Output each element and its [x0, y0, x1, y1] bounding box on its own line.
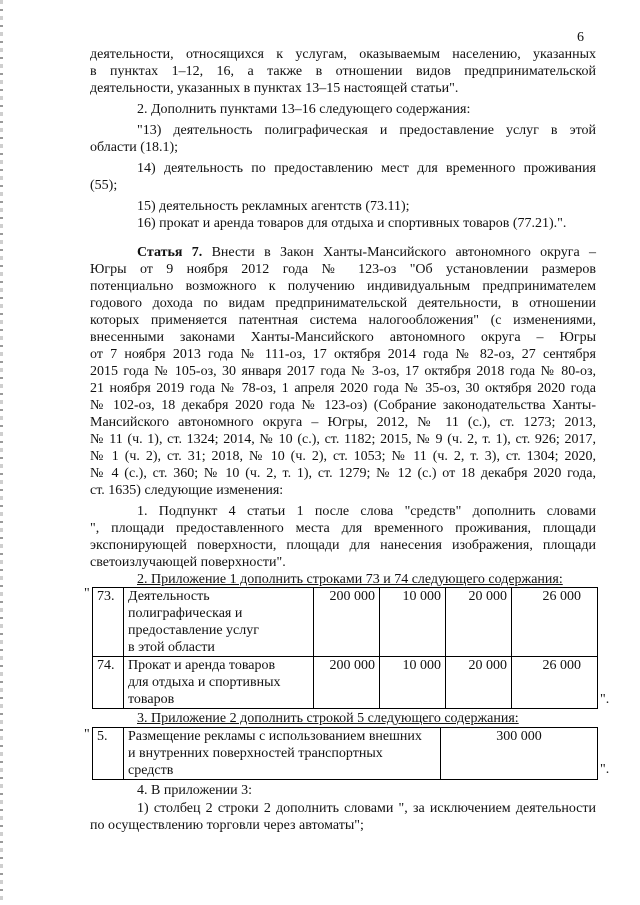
- name-line: и внутренних поверхностей транспортных: [128, 746, 383, 761]
- value-cell: 300 000: [441, 728, 598, 780]
- article-label: Статья 7.: [137, 245, 203, 260]
- article-line-10: № 102-оз, 18 декабря 2020 года № 123-оз) (Собрание законодательства Ханты-: [90, 398, 596, 413]
- item-13-line-2: области (18.1);: [90, 140, 179, 155]
- item-14-line-1: 14) деятельность по предоставлению мест для временного проживания: [137, 161, 596, 176]
- article-7-first-line: [137, 244, 596, 261]
- activity-name: [124, 728, 441, 780]
- scan-left-edge: [0, 0, 3, 905]
- name-line: предоставление услуг: [128, 623, 259, 638]
- item-14-line-2: (55);: [90, 178, 118, 193]
- amendment-4: 4. В приложении 3:: [137, 783, 253, 798]
- name-line: для отдыха и спортивных: [128, 675, 281, 690]
- intro-line-3: деятельности, указанных в пунктах 13–15 настоящей статьи".: [90, 81, 459, 96]
- intro-line-1: деятельности, относящихся к услугам, оказываемым населению, указанных: [90, 47, 596, 62]
- item-16: 16) прокат и аренда товаров для отдыха и спортивных товаров (77.21).".: [137, 216, 567, 231]
- table1-close-quote: ".: [600, 692, 610, 707]
- article-line-14: № 4 (с.), ст. 360; № 10 (ч. 2, т. 1), ст. 1279; № 12 (с.) от 18 декабря 2020 года,: [90, 466, 596, 481]
- item-13-line-1: "13) деятельность полиграфическая и предоставление услуг в этой: [137, 123, 596, 138]
- table2-open-quote: ": [84, 727, 90, 742]
- name-line: в этой области: [128, 640, 215, 655]
- value-cell: 10 000: [380, 588, 446, 657]
- value-cell: 10 000: [380, 657, 446, 709]
- amendment-3: 3. Приложение 2 дополнить строкой 5 следующего содержания:: [137, 711, 519, 726]
- row-number: 73.: [93, 588, 124, 657]
- table-appendix-1: [92, 587, 598, 709]
- paragraph-2: 2. Дополнить пунктами 13–16 следующего содержания:: [137, 102, 471, 117]
- article-line-3: потенциально возможного к получению индивидуальным предпринимателем: [90, 279, 596, 294]
- table-row: [93, 588, 598, 657]
- row-number: 5.: [93, 728, 124, 780]
- value-cell: 26 000: [512, 657, 598, 709]
- article-line-6: внесенными законами Ханты-Мансийского автономного округа – Югры: [90, 330, 596, 345]
- table1-open-quote: ": [84, 586, 90, 601]
- article-line-4: годового дохода по видам предпринимательской деятельности, в отношении: [90, 296, 596, 311]
- article-line-7: от 7 ноября 2013 года № 111-оз, 17 октября 2014 года № 82-оз, 27 сентября: [90, 347, 596, 362]
- article-line-2: Югры от 9 ноября 2012 года № 123-оз "Об установлении размеров: [90, 262, 596, 277]
- activity-name: [124, 588, 314, 657]
- row-number: 74.: [93, 657, 124, 709]
- value-cell: 200 000: [314, 657, 380, 709]
- amendment-1-line-3: экспонирующей поверхности, площади для нанесения изображения, площади: [90, 538, 596, 553]
- article-line-15: ст. 1635) следующие изменения:: [90, 483, 284, 498]
- amendment-1-line-4: светоизлучающей поверхности".: [90, 555, 286, 570]
- article-line-12: № 11 (ч. 1), ст. 1324; 2014, № 10 (с.), ст. 1182; 2015, № 9 (ч. 2, т. 1), ст. 926; 2017,: [90, 432, 596, 447]
- name-line: средств: [128, 763, 174, 778]
- name-line: товаров: [128, 692, 175, 707]
- table2-close-quote: ".: [600, 762, 610, 777]
- article-line-13: № 1 (ч. 2), ст. 31; 2018, № 10 (ч. 2), ст. 1053; № 11 (ч. 2, т. 3), ст. 1304; 2020,: [90, 449, 596, 464]
- name-line: Деятельность: [128, 589, 210, 604]
- activity-name: [124, 657, 314, 709]
- value-cell: 20 000: [446, 657, 512, 709]
- item-15: 15) деятельность рекламных агентств (73.11);: [137, 199, 410, 214]
- table-row: [93, 728, 598, 780]
- article-line-5: которых применяется патентная система налогообложения" (с изменениями,: [90, 313, 596, 328]
- article-line-1: Внести в Закон Ханты-Мансийского автономного округа –: [211, 245, 596, 260]
- amendment-4-1-line-1: 1) столбец 2 строки 2 дополнить словами ", за исключением деятельности: [137, 801, 596, 816]
- value-cell: 200 000: [314, 588, 380, 657]
- table-appendix-2: [92, 727, 598, 780]
- amendment-2: 2. Приложение 1 дополнить строками 73 и 74 следующего содержания:: [137, 572, 563, 587]
- name-line: полиграфическая и: [128, 606, 243, 621]
- article-line-11: Мансийского автономного округа – Югры, 2012, № 11 (с.), ст. 1273; 2013,: [90, 415, 596, 430]
- intro-line-2: в пунктах 1–12, 16, а также в отношении видов предпринимательской: [90, 64, 596, 79]
- article-line-9: 21 ноября 2019 года № 78-оз, 1 апреля 2020 года № 35-оз, 30 октября 2020 года: [90, 381, 596, 396]
- amendment-4-1-line-2: по осуществлению торговли через автоматы";: [90, 818, 364, 833]
- page-number: 6: [577, 30, 584, 45]
- name-line: Размещение рекламы с использованием внешних: [128, 729, 422, 744]
- article-line-8: 2015 года № 105-оз, 30 января 2017 года № 3-оз, 17 октября 2018 года № 80-оз,: [90, 364, 596, 379]
- value-cell: 20 000: [446, 588, 512, 657]
- value-cell: 26 000: [512, 588, 598, 657]
- amendment-1-line-1: 1. Подпункт 4 статьи 1 после слова "средств" дополнить словами: [137, 504, 596, 519]
- table-row: [93, 657, 598, 709]
- amendment-1-line-2: ", площади предоставленного места для временного проживания, площади: [90, 521, 596, 536]
- name-line: Прокат и аренда товаров: [128, 658, 276, 673]
